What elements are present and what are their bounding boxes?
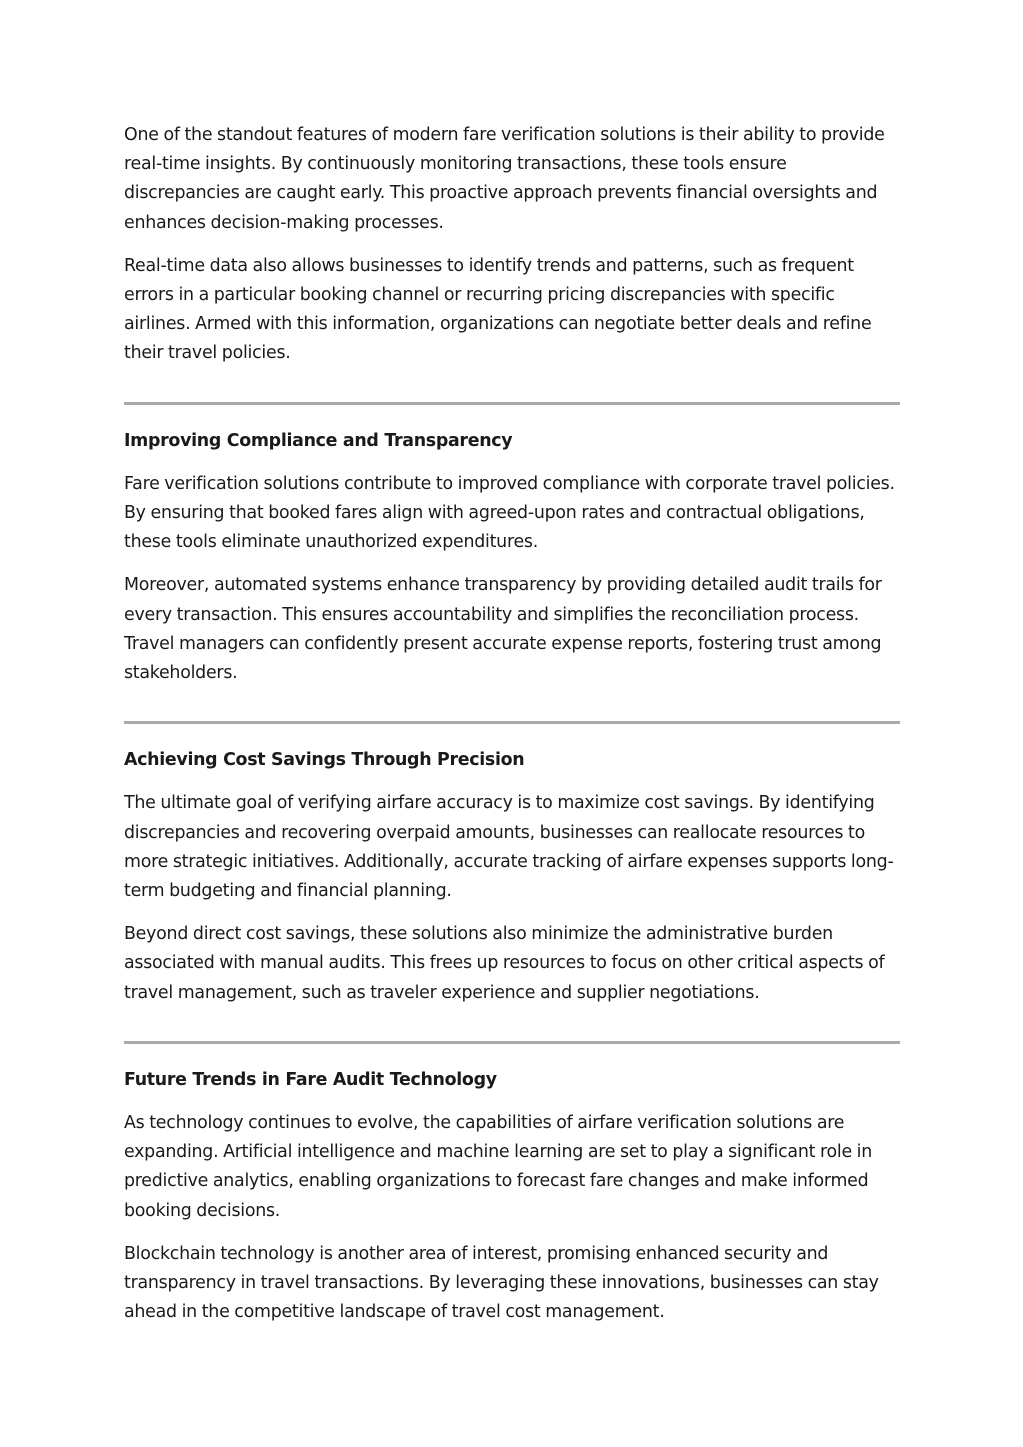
section-paragraph: Moreover, automated systems enhance transparency by providing detailed audit trails for every transaction. This ensures accountability and simplifies the reconciliation process. Travel managers can confidently present accurate expense reports, fostering trust among stakeholders. bbox=[124, 575, 882, 684]
section-cost-savings bbox=[124, 746, 900, 1008]
section-paragraph: Fare verification solutions contribute to improved compliance with corporate travel policies. By ensuring that booked fares align with agreed-upon rates and contractual obligations, these tools eliminate unauthorized expenditures. bbox=[124, 473, 895, 553]
section-paragraph: As technology continues to evolve, the capabilities of airfare verification solutions are expanding. Artificial intelligence and machine learning are set to play a significant role in predictive analytics, enabling organizations to forecast fare changes and make informed booking decisions. bbox=[124, 1113, 873, 1221]
section-divider bbox=[124, 402, 900, 405]
section-future-trends bbox=[124, 1066, 900, 1328]
section-compliance bbox=[124, 427, 900, 689]
section-paragraph: The ultimate goal of verifying airfare accuracy is to maximize cost savings. By identifying discrepancies and recovering overpaid amounts, businesses can reallocate resources to more strategic initiatives. Additionally, accurate tracking of airfare expenses supports long-term budgeting and financial planning. bbox=[124, 793, 894, 902]
section-paragraph: Blockchain technology is another area of interest, promising enhanced security and transparency in travel transactions. By leveraging these innovations, businesses can stay ahead in the competitive landscape of travel cost management. bbox=[124, 1243, 879, 1323]
section-divider bbox=[124, 721, 900, 724]
document-page bbox=[124, 121, 900, 1342]
section-paragraph: Beyond direct cost savings, these solutions also minimize the administrative burden associated with manual audits. This frees up resources to focus on other critical aspects of travel management, such as traveler experience and supplier negotiations. bbox=[124, 924, 885, 1003]
section-heading: Future Trends in Fare Audit Technology bbox=[124, 1069, 497, 1090]
section-heading: Improving Compliance and Transparency bbox=[124, 430, 513, 451]
intro-paragraph: Real-time data also allows businesses to identify trends and patterns, such as frequent errors in a particular booking channel or recurring pricing discrepancies with specific airlines. Armed with this information, organizations can negotiate better deals and refine their travel policies. bbox=[124, 255, 872, 364]
section-divider bbox=[124, 1041, 900, 1044]
intro-paragraph: One of the standout features of modern fare verification solutions is their ability to provide real-time insights. By continuously monitoring transactions, these tools ensure discrepancies are caught early. This proactive approach prevents financial oversights and enhances decision-making processes. bbox=[124, 125, 885, 233]
section-heading: Achieving Cost Savings Through Precision bbox=[124, 750, 525, 771]
